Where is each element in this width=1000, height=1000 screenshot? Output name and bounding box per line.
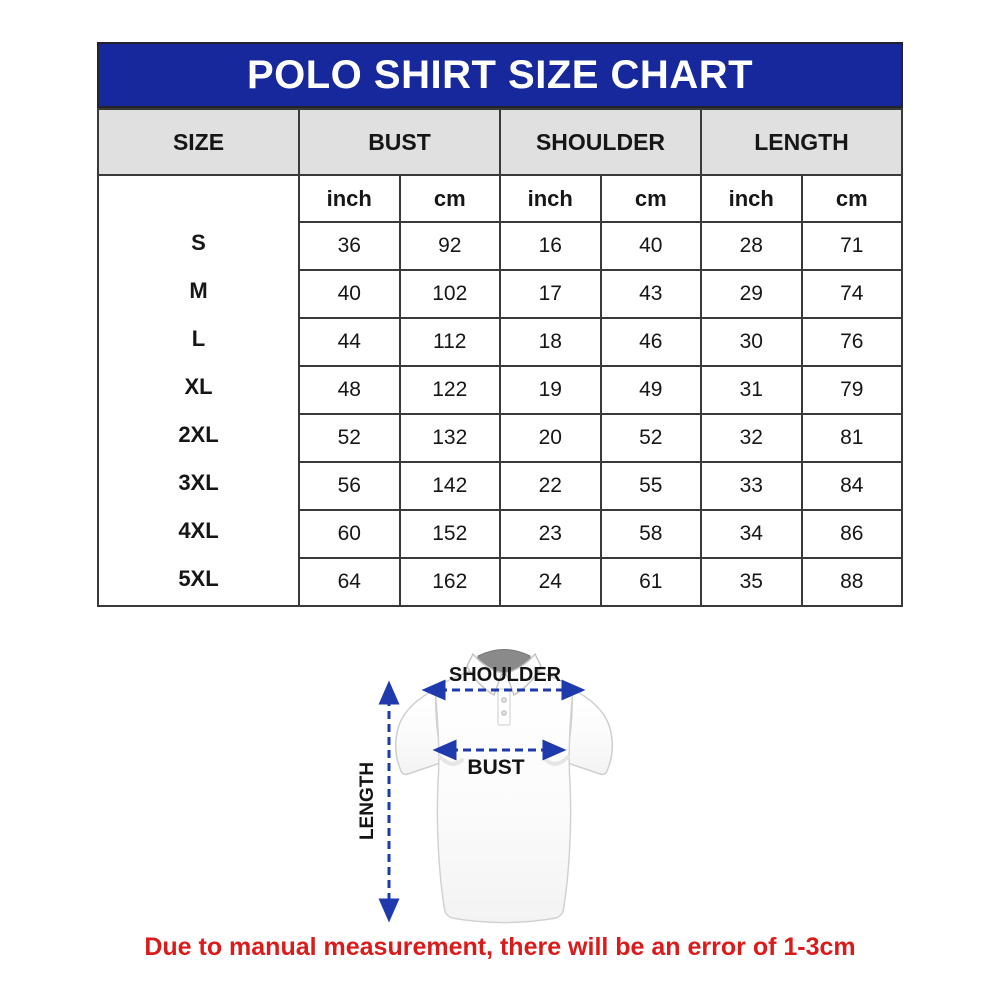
measurement-value: 56 <box>299 462 400 510</box>
measurement-value: 84 <box>802 462 903 510</box>
measurement-value: 18 <box>500 318 601 366</box>
unit-empty-cell <box>98 175 299 222</box>
measurement-value: 142 <box>400 462 501 510</box>
measurement-value: 79 <box>802 366 903 414</box>
measurement-value: 32 <box>701 414 802 462</box>
measurement-value: 74 <box>802 270 903 318</box>
measurement-value: 28 <box>701 222 802 270</box>
measurement-diagram <box>348 631 660 933</box>
measurement-value: 44 <box>299 318 400 366</box>
measurement-value: 132 <box>400 414 501 462</box>
size-row <box>98 270 902 318</box>
length-label: LENGTH <box>357 761 378 841</box>
unit-length-inch: inch <box>701 175 802 222</box>
measurement-value: 16 <box>500 222 601 270</box>
size-label: M <box>98 267 299 315</box>
measurement-value: 35 <box>701 558 802 606</box>
measurement-value: 58 <box>601 510 702 558</box>
measurement-value: 88 <box>802 558 903 606</box>
table-body <box>98 222 902 606</box>
measurement-value: 22 <box>500 462 601 510</box>
measurement-value: 60 <box>299 510 400 558</box>
size-label: 4XL <box>98 507 299 555</box>
measurement-value: 17 <box>500 270 601 318</box>
size-label: 3XL <box>98 459 299 507</box>
measurement-value: 52 <box>299 414 400 462</box>
button-bottom <box>502 711 507 716</box>
col-header-bust: BUST <box>299 109 500 175</box>
measurement-value: 61 <box>601 558 702 606</box>
measurement-value: 36 <box>299 222 400 270</box>
measurement-value: 23 <box>500 510 601 558</box>
measurement-value: 29 <box>701 270 802 318</box>
group-header-row <box>98 109 902 175</box>
measurement-value: 24 <box>500 558 601 606</box>
measurement-disclaimer: Due to manual measurement, there will be an error of 1-3cm <box>144 933 856 961</box>
size-label: 5XL <box>98 555 299 603</box>
unit-row <box>98 175 902 222</box>
unit-bust-cm: cm <box>400 175 501 222</box>
unit-shoulder-inch: inch <box>500 175 601 222</box>
size-row <box>98 366 902 414</box>
measurement-value: 55 <box>601 462 702 510</box>
measurement-value: 40 <box>299 270 400 318</box>
measurement-value: 152 <box>400 510 501 558</box>
title-banner <box>97 42 903 108</box>
measurement-value: 64 <box>299 558 400 606</box>
measurement-value: 92 <box>400 222 501 270</box>
measurement-value: 122 <box>400 366 501 414</box>
unit-length-cm: cm <box>802 175 903 222</box>
size-chart-table <box>97 108 903 607</box>
measurement-value: 33 <box>701 462 802 510</box>
measurement-value: 52 <box>601 414 702 462</box>
measurement-value: 34 <box>701 510 802 558</box>
size-row <box>98 510 902 558</box>
measurement-value: 19 <box>500 366 601 414</box>
size-row <box>98 558 902 606</box>
measurement-value: 49 <box>601 366 702 414</box>
measurement-value: 162 <box>400 558 501 606</box>
measurement-value: 31 <box>701 366 802 414</box>
measurement-value: 48 <box>299 366 400 414</box>
size-label: 2XL <box>98 411 299 459</box>
size-row <box>98 462 902 510</box>
size-row <box>98 222 902 270</box>
measurement-value: 81 <box>802 414 903 462</box>
col-header-shoulder: SHOULDER <box>500 109 701 175</box>
button-placket <box>498 689 510 725</box>
size-label: XL <box>98 363 299 411</box>
measurement-value: 76 <box>802 318 903 366</box>
size-row <box>98 318 902 366</box>
size-label: L <box>98 315 299 363</box>
size-row <box>98 414 902 462</box>
measurement-value: 20 <box>500 414 601 462</box>
measurement-value: 112 <box>400 318 501 366</box>
measurement-value: 43 <box>601 270 702 318</box>
measurement-value: 102 <box>400 270 501 318</box>
size-label: S <box>98 219 299 267</box>
page-title: POLO SHIRT SIZE CHART <box>246 52 754 97</box>
unit-shoulder-cm: cm <box>601 175 702 222</box>
measurement-value: 71 <box>802 222 903 270</box>
measurement-value: 86 <box>802 510 903 558</box>
shoulder-label: SHOULDER <box>448 664 562 686</box>
unit-bust-inch: inch <box>299 175 400 222</box>
measurement-value: 40 <box>601 222 702 270</box>
col-header-size: SIZE <box>98 109 299 175</box>
col-header-length: LENGTH <box>701 109 902 175</box>
measurement-value: 30 <box>701 318 802 366</box>
measurement-value: 46 <box>601 318 702 366</box>
bust-label: BUST <box>467 756 525 779</box>
button-top <box>502 698 507 703</box>
